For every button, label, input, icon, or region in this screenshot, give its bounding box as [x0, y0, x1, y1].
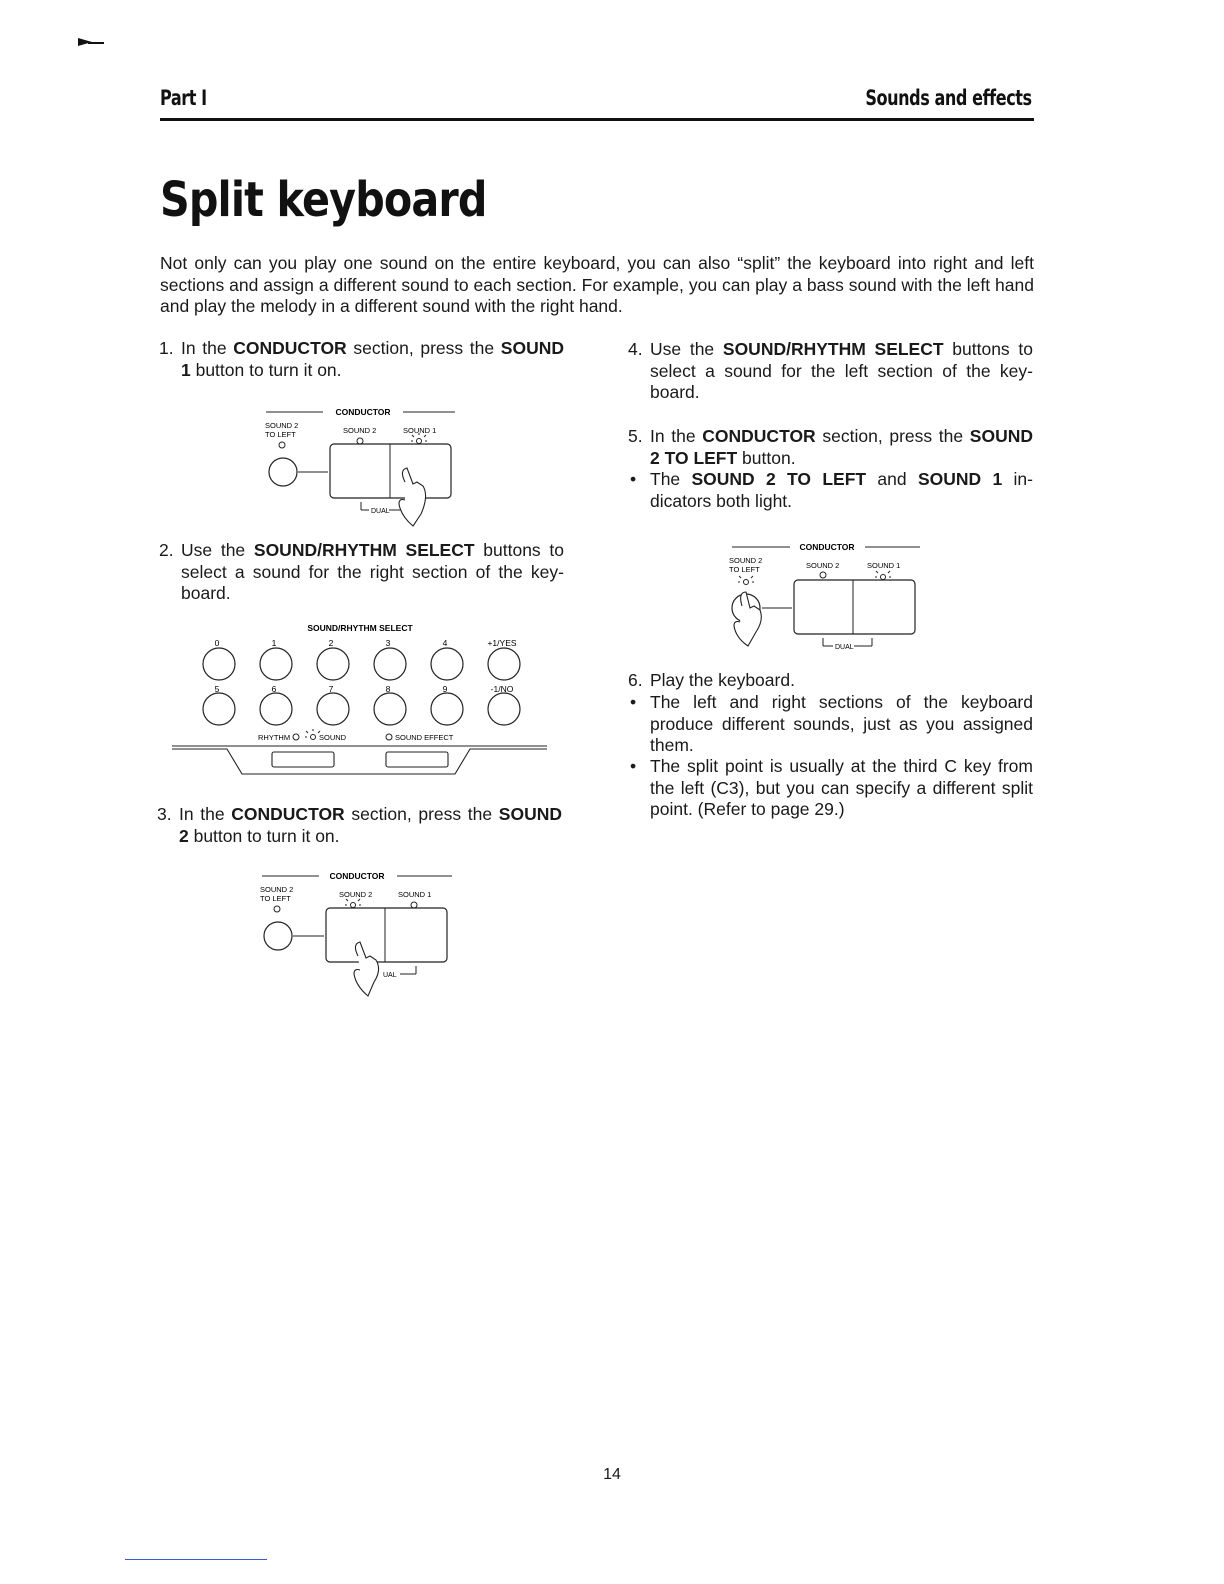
header-rule [160, 118, 1034, 121]
bullet-indicators: • The SOUND 2 TO LEFT and SOUND 1 in-dicators both light. [630, 469, 1033, 511]
running-header-part: Part I [160, 86, 207, 110]
svg-text:TO LEFT: TO LEFT [265, 430, 296, 439]
svg-text:8: 8 [385, 684, 391, 694]
sound-buttons [326, 908, 447, 962]
step-6: 6. Play the keyboard. [628, 670, 795, 690]
lit-indicator-icon [305, 729, 320, 740]
svg-text:SOUND 2: SOUND 2 [265, 421, 299, 430]
svg-text:DUAL: DUAL [371, 508, 390, 515]
select-buttons [203, 648, 520, 725]
sound-effect-switch [386, 752, 448, 767]
svg-text:CONDUCTOR: CONDUCTOR [329, 871, 385, 881]
pressing-hand-icon [354, 942, 379, 996]
svg-text:CONDUCTOR: CONDUCTOR [799, 542, 855, 552]
conductor-diagram-sound2 [254, 866, 469, 1001]
page-title: Split keyboard [160, 172, 487, 228]
pressing-hand-icon [399, 468, 426, 526]
svg-text:2: 2 [328, 638, 334, 648]
conductor-diagram-sound1 [255, 402, 470, 532]
step-number: 3. [157, 804, 172, 824]
step-5: 5. In the CONDUCTOR section, press the SOUND 2 TO LEFT button. [628, 426, 1033, 468]
svg-text:7: 7 [328, 684, 334, 694]
step-number: 1. [159, 338, 174, 358]
page-number: 14 [603, 1466, 621, 1483]
svg-text:4: 4 [442, 638, 448, 648]
step-1: 1. In the CONDUCTOR section, press the SOUND 1 button to turn it on. [159, 338, 564, 380]
step-4: 4. Use the SOUND/RHYTHM SELECT buttons to select a sound for the left section of the key-board. [628, 339, 1033, 402]
step-number: 6. [628, 670, 643, 690]
svg-text:SOUND 1: SOUND 1 [403, 426, 437, 435]
svg-text:UAL: UAL [383, 972, 397, 979]
svg-text:SOUND/RHYTHM SELECT: SOUND/RHYTHM SELECT [307, 623, 413, 633]
rhythm-sound-switch [272, 752, 334, 767]
lit-indicator-icon [875, 571, 891, 580]
lit-indicator-icon [738, 576, 754, 585]
svg-text:RHYTHM: RHYTHM [258, 733, 291, 742]
step-2: 2. Use the SOUND/RHYTHM SELECT buttons to select a sound for the right section of the key-board. [159, 540, 564, 603]
conductor-diagram-sound2-to-left [722, 538, 937, 673]
sound2-to-left-button [264, 922, 292, 950]
svg-text:DUAL: DUAL [835, 644, 854, 651]
svg-text:3: 3 [385, 638, 391, 648]
svg-text:+1/YES: +1/YES [487, 638, 517, 648]
bullet-split-point: • The split point is usually at the third C key from the left (C3), but you can specify a different split point. (Refer to page 29.) [630, 756, 1033, 819]
sound-buttons [794, 580, 915, 634]
svg-text:SOUND 1: SOUND 1 [867, 561, 901, 570]
step-number: 4. [628, 339, 643, 359]
step-number: 2. [159, 540, 174, 560]
step-3: 3. In the CONDUCTOR section, press the SOUND 2 button to turn it on. [157, 804, 562, 846]
svg-text:SOUND 2: SOUND 2 [260, 885, 294, 894]
running-header-section: Sounds and effects [865, 86, 1032, 110]
svg-text:SOUND 2: SOUND 2 [806, 561, 840, 570]
svg-text:SOUND 2: SOUND 2 [339, 890, 373, 899]
svg-text:SOUND 2: SOUND 2 [343, 426, 377, 435]
svg-text:1: 1 [271, 638, 277, 648]
bullet-sections: • The left and right sections of the keyboard produce different sounds, just as you assigned them. [630, 692, 1033, 755]
svg-text:0: 0 [214, 638, 220, 648]
svg-text:TO LEFT: TO LEFT [729, 565, 760, 574]
svg-text:CONDUCTOR: CONDUCTOR [335, 407, 391, 417]
sound-rhythm-select-diagram [172, 617, 547, 777]
corner-arrow-icon [78, 38, 92, 46]
svg-text:SOUND 1: SOUND 1 [398, 890, 432, 899]
svg-text:-1/NO: -1/NO [490, 684, 514, 694]
sound2-to-left-button [269, 458, 297, 486]
lit-indicator-icon [345, 899, 361, 908]
svg-text:SOUND 2: SOUND 2 [729, 556, 763, 565]
step-number: 5. [628, 426, 643, 446]
svg-text:6: 6 [271, 684, 277, 694]
footer-line [125, 1559, 267, 1560]
svg-text:5: 5 [214, 684, 220, 694]
svg-text:SOUND EFFECT: SOUND EFFECT [395, 733, 454, 742]
svg-text:TO LEFT: TO LEFT [260, 894, 291, 903]
svg-text:SOUND: SOUND [319, 733, 347, 742]
intro-paragraph: Not only can you play one sound on the entire keyboard, you can also “split” the keyboard into right and left sections and assign a different sound to each section. For example, you can play a bass sound with the left hand and play the melody in a different sound with the right hand. [160, 253, 1034, 316]
svg-text:9: 9 [442, 684, 448, 694]
